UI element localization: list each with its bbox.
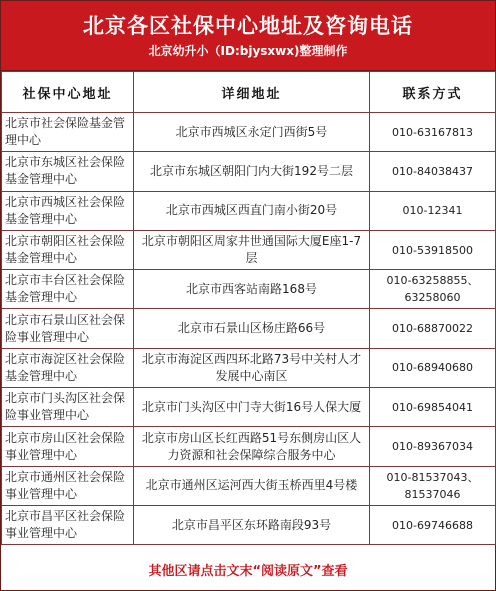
footer-note xyxy=(1,548,495,590)
table-row xyxy=(2,427,496,466)
address-cell: 北京市石景山区杨庄路66号 xyxy=(134,309,370,348)
center-name-cell: 北京市朝阳区社会保险基金管理中心 xyxy=(2,230,134,269)
table-row xyxy=(2,348,496,387)
phone-cell: 010-63167813 xyxy=(370,113,496,152)
center-name-cell: 北京市通州区社会保险事业管理中心 xyxy=(2,466,134,505)
column-header-center: 社保中心地址 xyxy=(2,72,134,113)
address-cell: 北京市西城区永定门西街5号 xyxy=(134,113,370,152)
center-name-cell: 北京市门头沟区社会保险事业管理中心 xyxy=(2,388,134,427)
footer-note-text: 其他区请点击文末“阅读原文”查看 xyxy=(148,563,348,579)
header-banner xyxy=(1,1,495,71)
center-name-cell: 北京市东城区社会保险基金管理中心 xyxy=(2,152,134,191)
address-cell: 北京市门头沟区中门寺大街16号人保大厦 xyxy=(134,388,370,427)
table-row xyxy=(2,113,496,152)
address-cell: 北京市通州区运河西大街玉桥西里4号楼 xyxy=(134,466,370,505)
table-header-row xyxy=(2,72,496,113)
table-row xyxy=(2,505,496,544)
phone-cell: 010-63258855、63258060 xyxy=(370,270,496,309)
phone-cell: 010-69746688 xyxy=(370,505,496,544)
address-cell: 北京市西城区西直门南小街20号 xyxy=(134,191,370,230)
table-row xyxy=(2,191,496,230)
address-cell: 北京市房山区长红西路51号东侧房山区人力资源和社会保障综合服务中心 xyxy=(134,427,370,466)
address-cell: 北京市昌平区东环路南段93号 xyxy=(134,505,370,544)
center-name-cell: 北京市房山区社会保险事业管理中心 xyxy=(2,427,134,466)
phone-cell: 010-12341 xyxy=(370,191,496,230)
table-row xyxy=(2,466,496,505)
phone-cell: 010-53918500 xyxy=(370,230,496,269)
table-row xyxy=(2,230,496,269)
center-name-cell: 北京市石景山区社会保险事业管理中心 xyxy=(2,309,134,348)
table-row xyxy=(2,309,496,348)
center-name-cell: 北京市社会保险基金管理中心 xyxy=(2,113,134,152)
phone-cell: 010-89367034 xyxy=(370,427,496,466)
column-header-address: 详细地址 xyxy=(134,72,370,113)
center-name-cell: 北京市昌平区社会保险事业管理中心 xyxy=(2,505,134,544)
phone-cell: 010-68940680 xyxy=(370,348,496,387)
center-name-cell: 北京市海淀区社会保险基金管理中心 xyxy=(2,348,134,387)
address-cell: 北京市西客站南路168号 xyxy=(134,270,370,309)
page-title: 北京各区社保中心地址及咨询电话 xyxy=(83,14,413,38)
address-cell: 北京市东城区朝阳门内大街192号二层 xyxy=(134,152,370,191)
table-row xyxy=(2,152,496,191)
column-header-contact: 联系方式 xyxy=(370,72,496,113)
social-security-table xyxy=(1,71,496,545)
table-row xyxy=(2,388,496,427)
address-cell: 北京市海淀区西四环北路73号中关村人才发展中心南区 xyxy=(134,348,370,387)
center-name-cell: 北京市西城区社会保险基金管理中心 xyxy=(2,191,134,230)
phone-cell: 010-69854041 xyxy=(370,388,496,427)
phone-cell: 010-84038437 xyxy=(370,152,496,191)
phone-cell: 010-68870022 xyxy=(370,309,496,348)
center-name-cell: 北京市丰台区社会保险基金管理中心 xyxy=(2,270,134,309)
table-row xyxy=(2,270,496,309)
address-cell: 北京市朝阳区周家井世通国际大厦E座1-7层 xyxy=(134,230,370,269)
page-subtitle: 北京幼升小（ID:bjysxwx)整理制作 xyxy=(148,44,348,58)
phone-cell: 010-81537043、81537046 xyxy=(370,466,496,505)
